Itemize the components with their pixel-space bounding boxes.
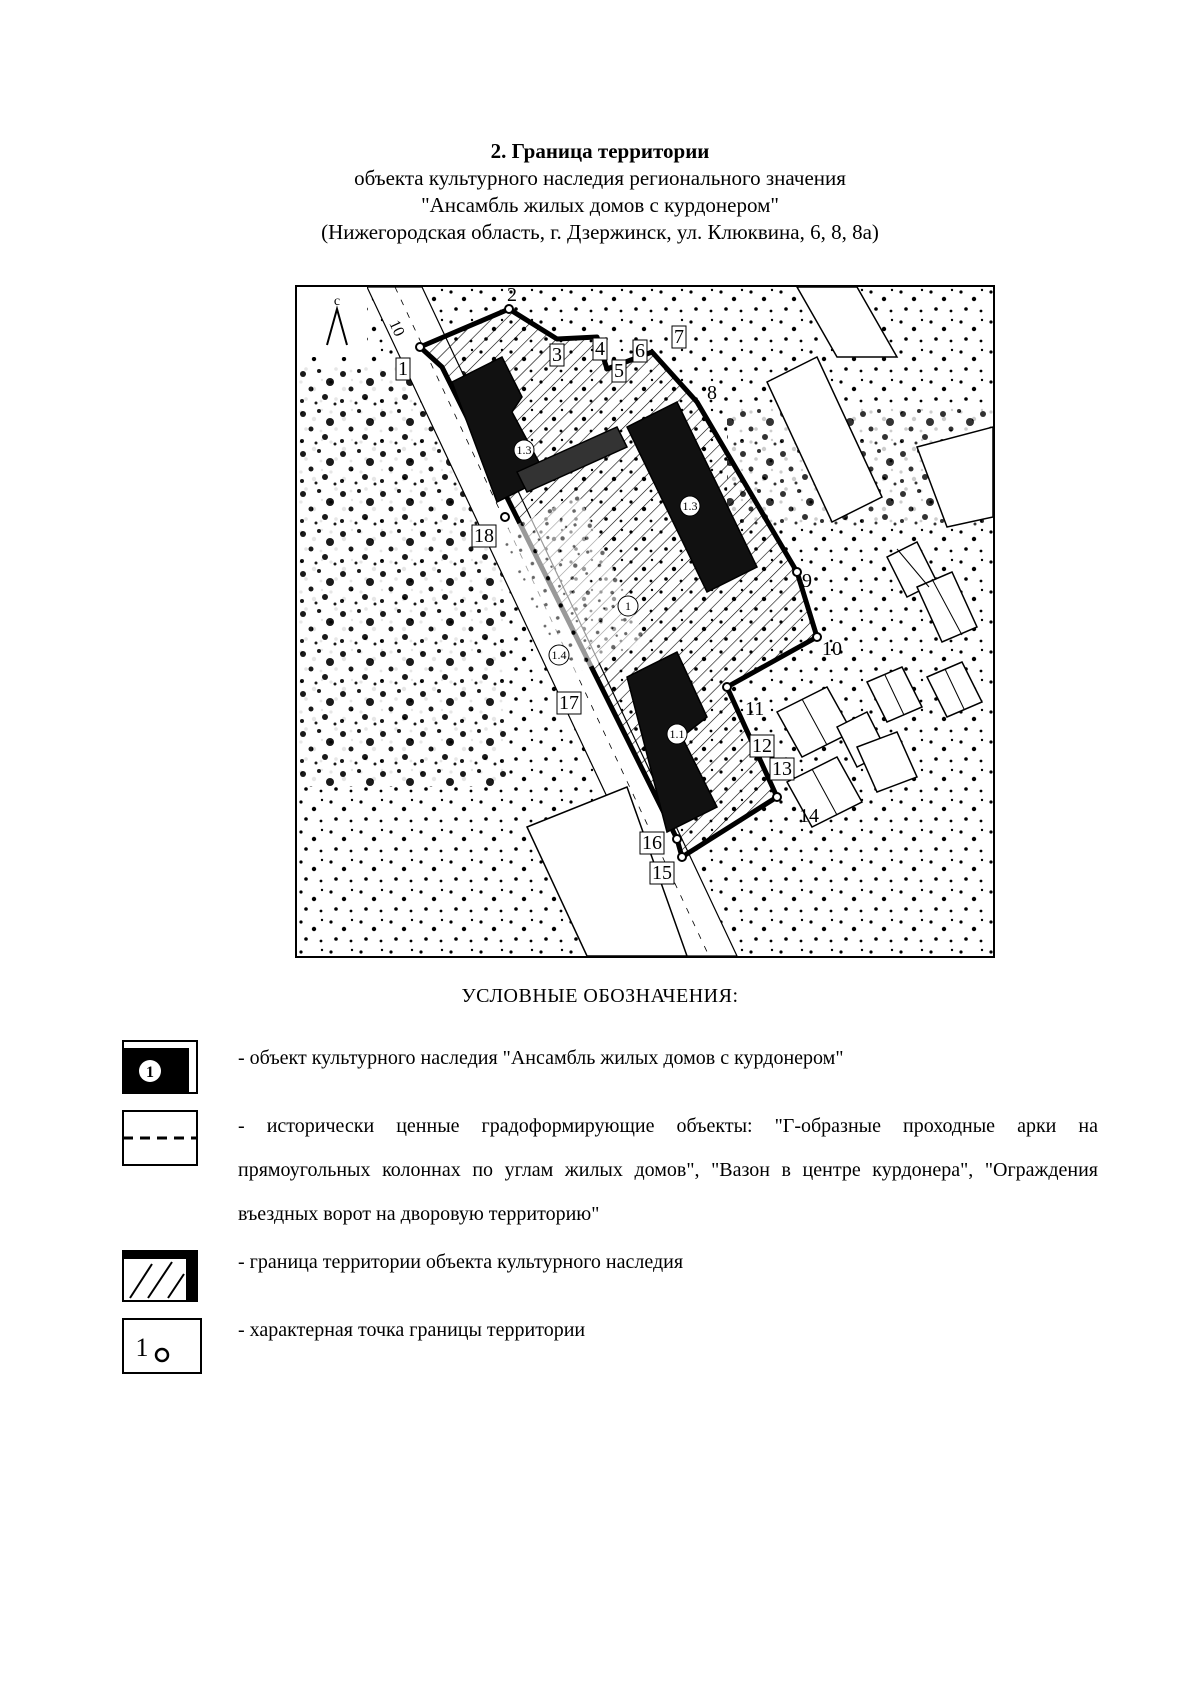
point-circle-icon (156, 1349, 168, 1361)
page-title: 2. Граница территории (490, 139, 710, 163)
boundary-point-label-1 (396, 358, 410, 380)
boundary-point-label-16 (640, 832, 664, 854)
svg-text:1: 1 (146, 1064, 154, 1081)
boundary-point-label-9 (802, 570, 812, 592)
boundary-point-label-18 (472, 525, 496, 547)
svg-text:1.3: 1.3 (516, 443, 532, 457)
boundary-point-label-11 (745, 698, 764, 720)
legend-item-territory-boundary: - граница территории объекта культурного наследия (238, 1251, 684, 1273)
boundary-point-label-13 (770, 758, 794, 780)
legend-item-historic-objects: - исторически ценные градоформирующие объекты: "Г-образные проходные арки на прямоугольных колоннах по углам жилых домов", "Вазон в центре курдонера", "Ограждения въездных ворот на дворовую территорию" (238, 1115, 1098, 1225)
svg-text:7: 7 (674, 326, 684, 348)
svg-text:1.4: 1.4 (551, 648, 567, 662)
boundary-point-label-14 (799, 805, 819, 827)
legend-item-boundary-point: - характерная точка границы территории (238, 1319, 586, 1341)
svg-text:2: 2 (507, 287, 517, 306)
boundary-point-label-15 (650, 862, 674, 884)
svg-text:9: 9 (802, 570, 812, 592)
subtitle-line-2: "Ансамбль жилых домов с курдонером" (421, 193, 779, 217)
svg-text:6: 6 (635, 340, 645, 362)
boundary-point-label-8 (707, 382, 717, 404)
svg-text:5: 5 (614, 360, 624, 382)
boundary-point-label-6 (633, 340, 647, 362)
boundary-point-label-17 (557, 692, 581, 714)
svg-text:4: 4 (595, 338, 605, 360)
svg-text:1: 1 (625, 599, 631, 613)
svg-text:1.1: 1.1 (669, 727, 685, 741)
boundary-point-label-3 (550, 344, 564, 366)
object-label-1-4 (549, 645, 569, 665)
map-panel (295, 285, 995, 958)
title-block (0, 138, 1200, 246)
svg-text:15: 15 (652, 862, 672, 884)
boundary-point-label-5 (612, 360, 626, 382)
legend-territory-boundary-icon (122, 1250, 198, 1302)
svg-text:1: 1 (135, 1333, 149, 1362)
svg-text:16: 16 (642, 832, 662, 854)
svg-text:1: 1 (398, 358, 408, 380)
legend-boundary-point-icon (122, 1318, 202, 1374)
map-svg (297, 287, 993, 956)
legend-heading: УСЛОВНЫЕ ОБОЗНАЧЕНИЯ: (461, 985, 739, 1007)
svg-text:8: 8 (707, 382, 717, 404)
object-label-1 (618, 596, 638, 616)
boundary-point-label-7 (672, 326, 686, 348)
object-label-1-3 (680, 496, 700, 516)
boundary-point-label-12 (750, 735, 774, 757)
subtitle-line-3: (Нижегородская область, г. Дзержинск, ул. Клюквина, 6, 8, 8а) (321, 220, 879, 244)
north-label: с (333, 294, 341, 309)
subtitle-line-1: объекта культурного наследия регионального значения (354, 166, 846, 190)
svg-text:11: 11 (745, 698, 765, 720)
north-arrow (297, 287, 367, 357)
legend-historic-objects-icon (122, 1110, 198, 1166)
svg-text:3: 3 (552, 344, 562, 366)
boundary-point-label-10 (822, 638, 842, 660)
svg-text:12: 12 (752, 735, 772, 757)
object-label-1-1 (667, 724, 687, 744)
legend-heritage-object-icon (122, 1040, 198, 1094)
boundary-point-label-2 (507, 287, 517, 306)
svg-text:1.3: 1.3 (682, 499, 698, 513)
svg-text:14: 14 (799, 805, 819, 827)
street-number-label: 10 (385, 317, 408, 340)
boundary-point-label-4 (593, 338, 607, 360)
svg-text:17: 17 (559, 692, 579, 714)
svg-text:10: 10 (822, 638, 842, 660)
svg-text:18: 18 (474, 525, 494, 547)
object-label-1-2 (514, 440, 534, 460)
legend-item-heritage-object: - объект культурного наследия "Ансамбль жилых домов с курдонером" (238, 1047, 844, 1069)
svg-text:13: 13 (772, 758, 792, 780)
